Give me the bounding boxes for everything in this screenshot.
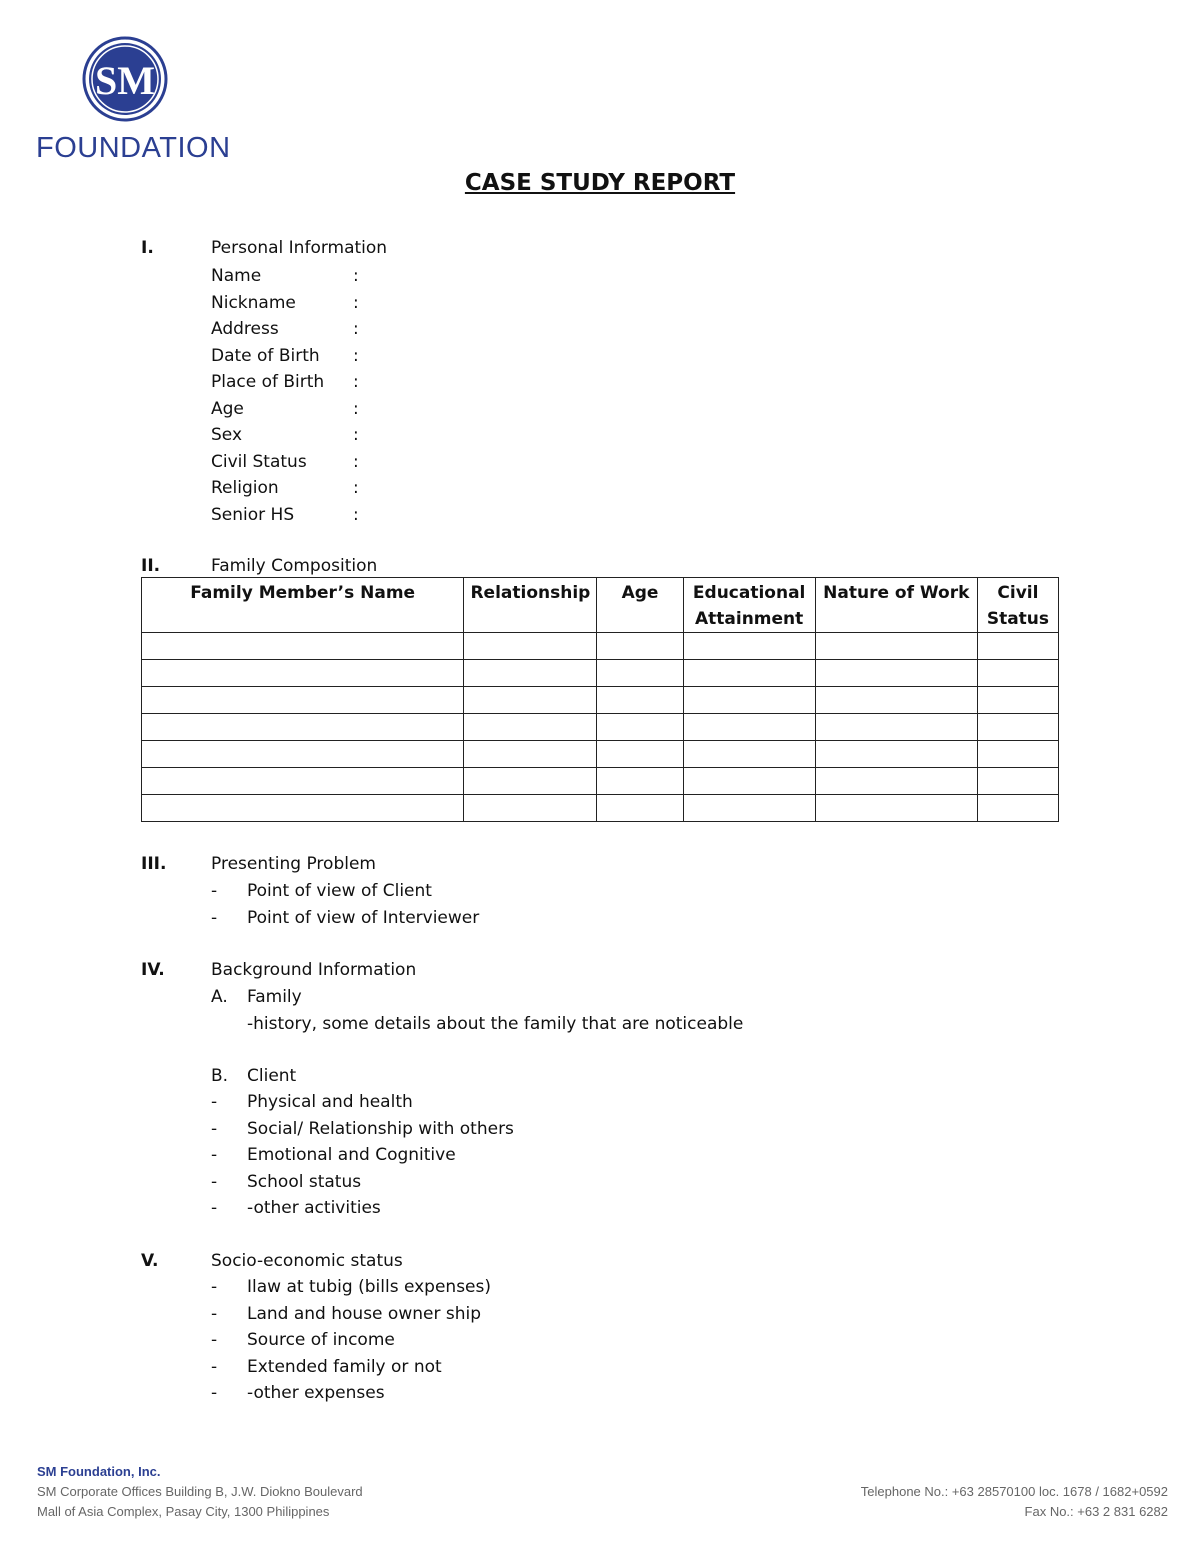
table-cell[interactable] (597, 741, 683, 768)
list-item (211, 1274, 491, 1301)
socio-economic-list (211, 1274, 491, 1407)
list-item (211, 1169, 514, 1196)
sub-a-letter: A. (211, 987, 228, 1007)
footer-address (37, 1462, 363, 1522)
table-header-row (142, 578, 1059, 633)
footer-phone: Telephone No.: +63 28570100 loc. 1678 / 1682+0592 (860, 1484, 1168, 1499)
table-cell[interactable] (683, 660, 815, 687)
field-label: Sex (211, 425, 243, 445)
table-cell[interactable] (815, 687, 977, 714)
table-cell[interactable] (464, 660, 597, 687)
footer-fax: Fax No.: +63 2 831 6282 (1024, 1504, 1168, 1519)
field-label: Name (211, 266, 262, 286)
table-cell[interactable] (977, 768, 1058, 795)
sub-a-label: Family (247, 987, 302, 1007)
sm-logo-mark (82, 36, 168, 122)
footer-address-line-2: Mall of Asia Complex, Pasay City, 1300 Philippines (37, 1504, 330, 1519)
table-cell[interactable] (815, 660, 977, 687)
header-civil-status: Civil Status (977, 578, 1058, 633)
table-cell[interactable] (464, 633, 597, 660)
table-row (142, 768, 1059, 795)
list-item (211, 1354, 491, 1381)
list-item (211, 1089, 514, 1116)
table-cell[interactable] (464, 687, 597, 714)
list-item (211, 878, 479, 905)
field-colon: : (353, 398, 359, 419)
list-dash: - (211, 1356, 218, 1377)
table-cell[interactable] (142, 687, 464, 714)
field-colon: : (353, 504, 359, 525)
header-educational-attainment: Educational Attainment (683, 578, 815, 633)
list-dash: - (211, 1330, 218, 1350)
field-row (211, 369, 411, 396)
list-item-text: Land and house owner ship (247, 1303, 481, 1324)
section-1-numeral: I. (141, 238, 154, 258)
field-label: Religion (211, 478, 279, 498)
list-item (211, 1195, 514, 1222)
table-cell[interactable] (142, 741, 464, 768)
table-cell[interactable] (683, 633, 815, 660)
table-cell[interactable] (597, 795, 683, 822)
table-cell[interactable] (977, 714, 1058, 741)
table-cell[interactable] (464, 795, 597, 822)
table-row (142, 660, 1059, 687)
field-label: Senior HS (211, 504, 295, 525)
table-row (142, 741, 1059, 768)
footer-contact (861, 1482, 1168, 1522)
table-row (142, 633, 1059, 660)
field-row (211, 290, 411, 317)
sm-logo-letters: SM (95, 58, 155, 103)
list-item (211, 984, 743, 1011)
list-dash: - (211, 1118, 218, 1139)
background-sub-b (211, 1063, 296, 1090)
field-label: Civil Status (211, 451, 307, 472)
field-row (211, 449, 411, 476)
list-item (211, 1063, 296, 1090)
field-row (211, 343, 411, 370)
field-colon: : (353, 319, 359, 339)
list-dash: - (211, 1145, 218, 1165)
table-cell[interactable] (597, 714, 683, 741)
table-cell[interactable] (815, 768, 977, 795)
field-label: Age (211, 398, 244, 419)
logo-wordmark: FOUNDATION (36, 132, 231, 164)
header-family-member-name: Family Member’s Name (142, 578, 464, 633)
section-3-title: Presenting Problem (211, 854, 376, 874)
field-row (211, 316, 411, 343)
list-dash: - (211, 1303, 218, 1324)
header-relationship: Relationship (464, 578, 597, 633)
list-item-text: Source of income (247, 1330, 395, 1350)
list-item-text: School status (247, 1171, 362, 1192)
document-title: CASE STUDY REPORT (464, 170, 736, 196)
table-cell[interactable] (815, 741, 977, 768)
sub-b-letter: B. (211, 1066, 229, 1086)
list-item (211, 1142, 514, 1169)
section-5-title: Socio-economic status (211, 1251, 403, 1271)
list-item (211, 1011, 743, 1038)
field-row (211, 396, 411, 423)
header-age: Age (597, 578, 683, 633)
table-cell[interactable] (464, 714, 597, 741)
background-sub-a (211, 984, 743, 1037)
list-dash: - (211, 1383, 218, 1403)
field-colon: : (353, 478, 359, 498)
presenting-problem-list (211, 878, 479, 931)
table-cell[interactable] (977, 660, 1058, 687)
list-dash: - (211, 1092, 218, 1112)
footer-org-name: SM Foundation, Inc. (37, 1464, 161, 1479)
section-2-numeral: II. (141, 556, 161, 576)
list-item-text: Social/ Relationship with others (247, 1118, 514, 1139)
table-row (142, 687, 1059, 714)
section-2-title: Family Composition (211, 556, 378, 576)
list-item-text: Emotional and Cognitive (247, 1145, 456, 1165)
list-dash: - (211, 907, 218, 928)
table-cell[interactable] (977, 741, 1058, 768)
list-item (211, 1301, 491, 1328)
section-1-title: Personal Information (211, 238, 388, 258)
table-cell[interactable] (683, 795, 815, 822)
field-label: Address (211, 319, 279, 339)
table-cell[interactable] (683, 741, 815, 768)
table-cell[interactable] (142, 768, 464, 795)
list-dash: - (211, 1198, 218, 1218)
table-cell[interactable] (977, 795, 1058, 822)
table-cell[interactable] (815, 795, 977, 822)
section-3-numeral: III. (141, 854, 167, 874)
table-cell[interactable] (683, 714, 815, 741)
client-background-list (211, 1089, 514, 1222)
field-colon: : (353, 372, 359, 392)
list-item-text: Ilaw at tubig (bills expenses) (247, 1277, 492, 1297)
field-colon: : (353, 345, 359, 366)
header-nature-of-work: Nature of Work (815, 578, 977, 633)
field-label: Place of Birth (211, 372, 325, 392)
table-row (142, 795, 1059, 822)
table-cell[interactable] (597, 660, 683, 687)
field-colon: : (353, 425, 359, 445)
list-item-text: Point of view of Client (247, 881, 432, 901)
table-cell[interactable] (142, 795, 464, 822)
table-cell[interactable] (597, 633, 683, 660)
section-5-numeral: V. (141, 1251, 159, 1271)
personal-info-fields (211, 263, 411, 528)
field-row (211, 502, 411, 529)
list-dash: - (211, 881, 218, 901)
list-dash: - (211, 1277, 218, 1297)
list-item (211, 1327, 491, 1354)
list-item (211, 905, 479, 932)
list-item-text: -other activities (247, 1198, 381, 1218)
table-cell[interactable] (142, 633, 464, 660)
list-item-text: Extended family or not (247, 1356, 442, 1377)
field-colon: : (353, 292, 359, 313)
field-label: Date of Birth (211, 345, 320, 366)
list-item-text: Physical and health (247, 1092, 413, 1112)
list-item-text: -other expenses (247, 1383, 385, 1403)
table-cell[interactable] (977, 633, 1058, 660)
sub-a-detail: -history, some details about the family that are noticeable (247, 1013, 744, 1034)
table-cell[interactable] (683, 687, 815, 714)
family-composition-table-wrap (141, 577, 1059, 822)
sm-foundation-logo (36, 36, 231, 166)
field-row (211, 422, 411, 449)
field-label: Nickname (211, 292, 296, 313)
table-row (142, 714, 1059, 741)
list-item-text: Point of view of Interviewer (247, 907, 480, 928)
section-4-title: Background Information (211, 960, 417, 980)
table-cell[interactable] (597, 768, 683, 795)
list-item (211, 1116, 514, 1143)
table-cell[interactable] (464, 768, 597, 795)
footer-address-line-1: SM Corporate Offices Building B, J.W. Diokno Boulevard (37, 1484, 363, 1499)
field-row (211, 263, 411, 290)
table-cell[interactable] (464, 741, 597, 768)
sub-b-label: Client (247, 1066, 297, 1086)
table-cell[interactable] (977, 687, 1058, 714)
list-dash: - (211, 1171, 218, 1192)
field-colon: : (353, 266, 359, 286)
family-composition-table (141, 577, 1059, 822)
table-cell[interactable] (683, 768, 815, 795)
table-cell[interactable] (597, 687, 683, 714)
field-colon: : (353, 451, 359, 472)
section-4-numeral: IV. (141, 960, 165, 980)
table-cell[interactable] (142, 660, 464, 687)
table-cell[interactable] (815, 714, 977, 741)
table-cell[interactable] (815, 633, 977, 660)
field-row (211, 475, 411, 502)
list-item (211, 1380, 491, 1407)
table-cell[interactable] (142, 714, 464, 741)
